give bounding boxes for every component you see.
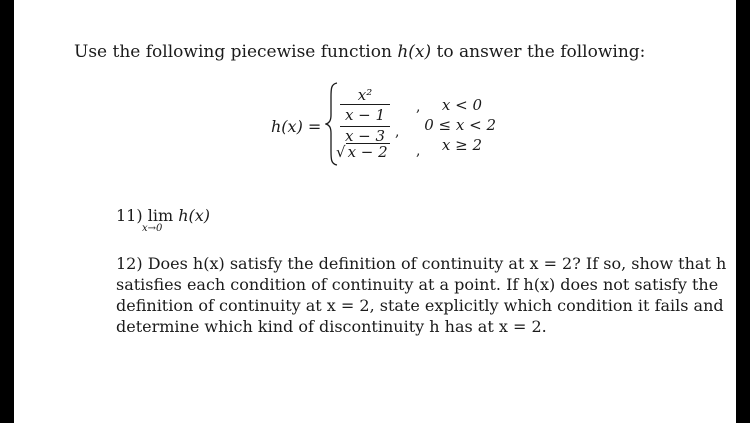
intro-text-after: to answer the following: (431, 42, 646, 62)
piece2-expression: x − 3 (344, 127, 386, 145)
piece1-condition: x < 0 (441, 96, 482, 114)
question-11-number: 11) (116, 206, 143, 225)
document-page (14, 0, 736, 423)
piece1-comma: , (416, 99, 421, 115)
piece3-sqrt (336, 143, 390, 161)
intro-text-before: Use the following piecewise function (74, 42, 398, 62)
question-11-subscript: x→0 (142, 223, 163, 234)
piece1-denominator: x − 1 (344, 106, 386, 124)
question-12-line: satisfies each condition of continuity at a point. If h(x) does not satisfy the (116, 275, 719, 294)
question-12 (116, 253, 727, 337)
piece3-radicand: x − 2 (347, 143, 388, 161)
sqrt-icon: √ (336, 143, 346, 161)
intro-function-name: h(x) (397, 42, 432, 62)
piece1-fraction-bar (340, 104, 390, 105)
piece3-condition: x ≥ 2 (441, 136, 482, 154)
question-11-lim: lim (147, 206, 174, 225)
piece3-comma: , (416, 143, 421, 159)
piece1-fraction (340, 86, 390, 145)
question-12-line: 12) Does h(x) satisfy the definition of continuity at x = 2? If so, show that h (116, 254, 727, 273)
question-11-function: h(x) (178, 206, 211, 225)
question-11 (116, 206, 211, 234)
intro-text (74, 42, 645, 62)
question-12-line: definition of continuity at x = 2, state explicitly which condition it fails and (116, 296, 724, 315)
piece2-comma: , (395, 124, 400, 140)
piece2-condition: 0 ≤ x < 2 (424, 116, 496, 134)
piecewise-label: h(x) = (271, 117, 322, 136)
question-12-line: determine which kind of discontinuity h has at x = 2. (116, 317, 547, 336)
piece1-numerator: x² (357, 86, 373, 104)
